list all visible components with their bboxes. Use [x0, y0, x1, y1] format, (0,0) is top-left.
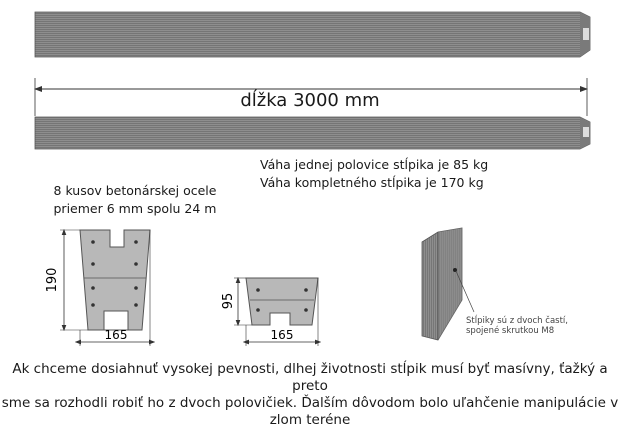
post-half-bar — [35, 117, 590, 149]
detail-note-line1: Stĺpiky sú z dvoch častí, — [466, 316, 568, 326]
section-full — [45, 230, 152, 346]
rebar-dot — [91, 262, 95, 266]
rebar-dot — [256, 288, 260, 292]
rebar-dot — [91, 240, 95, 244]
rebar-dot — [256, 308, 260, 312]
rebar-dot — [304, 308, 308, 312]
section-full-height-label: 190 — [45, 267, 60, 293]
post-full-bar — [35, 12, 590, 57]
footer-line2: sme sa rozhodli robiť ho z dvoch polovičiek. Ďalším dôvodom bolo uľahčenie manipulácie v — [1, 395, 619, 411]
section-half-width-label: 165 — [270, 328, 294, 342]
section-half-height-label: 95 — [221, 292, 236, 310]
weight-full-text: Váha kompletného stĺpika je 170 kg — [260, 175, 484, 190]
rebar-dot — [91, 286, 95, 290]
rebar-dot — [91, 303, 95, 307]
rebar-dot — [134, 240, 138, 244]
footer-line1: Ak chceme dosiahnuť vysokej pevnosti, dlhej životnosti stĺpik musí byť masívny, ťažký a preto — [12, 361, 608, 394]
steel-note-line2: priemer 6 mm spolu 24 m — [53, 201, 217, 216]
rebar-dot — [134, 303, 138, 307]
rebar-dot — [304, 288, 308, 292]
footer-line3: zlom teréne — [269, 412, 351, 428]
length-label: dĺžka 3000 mm — [240, 90, 380, 111]
post-3d-detail — [422, 228, 568, 340]
section-full-width-label: 165 — [104, 328, 128, 342]
weight-half-text: Váha jednej polovice stĺpika je 85 kg — [260, 157, 489, 172]
detail-note-line2: spojené skrutkou M8 — [466, 326, 555, 336]
steel-note-line1: 8 kusov betonárskej ocele — [53, 183, 217, 198]
rebar-dot — [134, 262, 138, 266]
rebar-dot — [134, 286, 138, 290]
footer-description — [0, 361, 620, 429]
section-half — [221, 278, 318, 346]
